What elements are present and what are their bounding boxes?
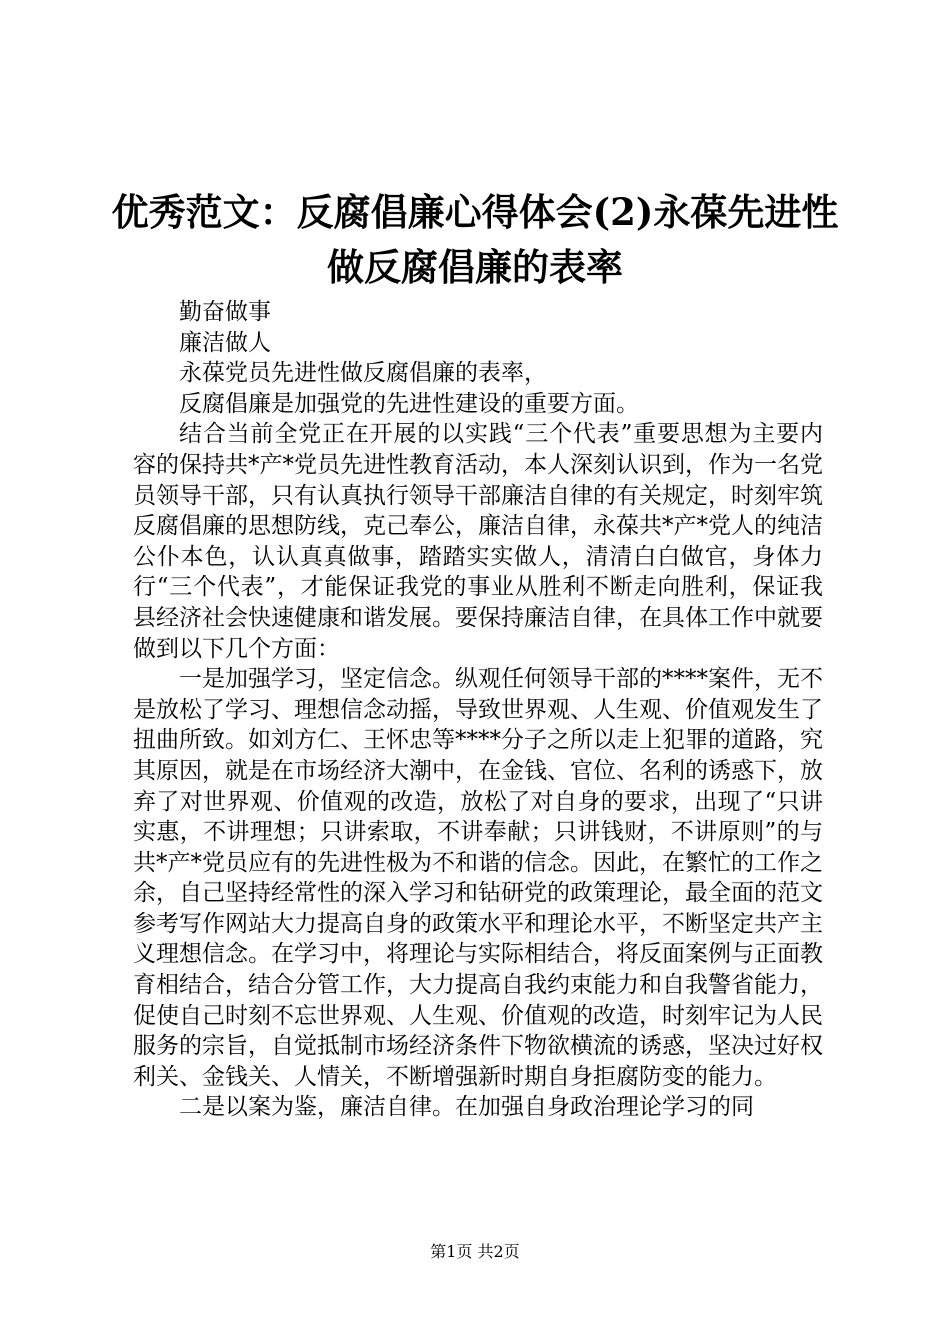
paragraph: 一是加强学习，坚定信念。纵观任何领导干部的****案件，无不是放松了学习、理想信念动摇，导致世界观、人生观、价值观发生了扭曲所致。如刘方仁、王怀忠等****分子之所以走上犯罪的道路，究其原因，就是在市场经济大潮中，在金钱、官位、名利的诱惑下，放弃了对世界观、价值观的改造，放松了对自身的要求，出现了“只讲实惠，不讲理想；只讲索取，不讲奉献；只讲钱财，不讲原则”的与共*产*党员应有的先进性极为不和谐的信念。因此，在繁忙的工作之余，自己坚持经常性的深入学习和钻研党的政策理论，最全面的范文参考写作网站大力提高自身的政策水平和理论水平，不断坚定共产主义理想信念。在学习中，将理论与实际相结合，将反面案例与正面教育相结合，结合分管工作，大力提高自我约束能力和自我警省能力，促使自己时刻不忘世界观、人生观、价值观的改造，时刻牢记为人民服务的宗旨，自觉抵制市场经济条件下物欲横流的诱惑，坚决过好权利关、金钱关、人情关，不断增强新时期自身拒腐防变的能力。: [133, 666, 823, 1090]
paragraph: 永葆党员先进性做反腐倡廉的表率，: [179, 360, 547, 387]
document-title-line-1: 优秀范文：反腐倡廉心得体会(2)永葆先进性: [111, 190, 839, 234]
page-footer: 第1页 共2页: [430, 1242, 520, 1261]
document-title-line-2: 做反腐倡廉的表率: [327, 245, 623, 289]
paragraph: 二是以案为鉴，廉洁自律。在加强自身政治理论学习的同: [179, 1094, 754, 1121]
paragraph: 廉洁做人: [179, 329, 271, 356]
document-body: [133, 297, 823, 1123]
paragraph: 结合当前全党正在开展的以实践“三个代表”重要思想为主要内容的保持共*产*党员先进性教育活动，本人深刻认识到，作为一名党员领导干部，只有认真执行领导干部廉洁自律的有关规定，时刻牢筑反腐倡廉的思想防线，克己奉公，廉洁自律，永葆共*产*党人的纯洁公仆本色，认认真真做事，踏踏实实做人，清清白白做官，身体力行“三个代表”，才能保证我党的事业从胜利不断走向胜利，保证我县经济社会快速健康和谐发展。要保持廉洁自律，在具体工作中就要做到以下几个方面：: [133, 421, 823, 662]
paragraph: 反腐倡廉是加强党的先进性建设的重要方面。: [179, 390, 639, 417]
paragraph: 勤奋做事: [179, 299, 271, 325]
